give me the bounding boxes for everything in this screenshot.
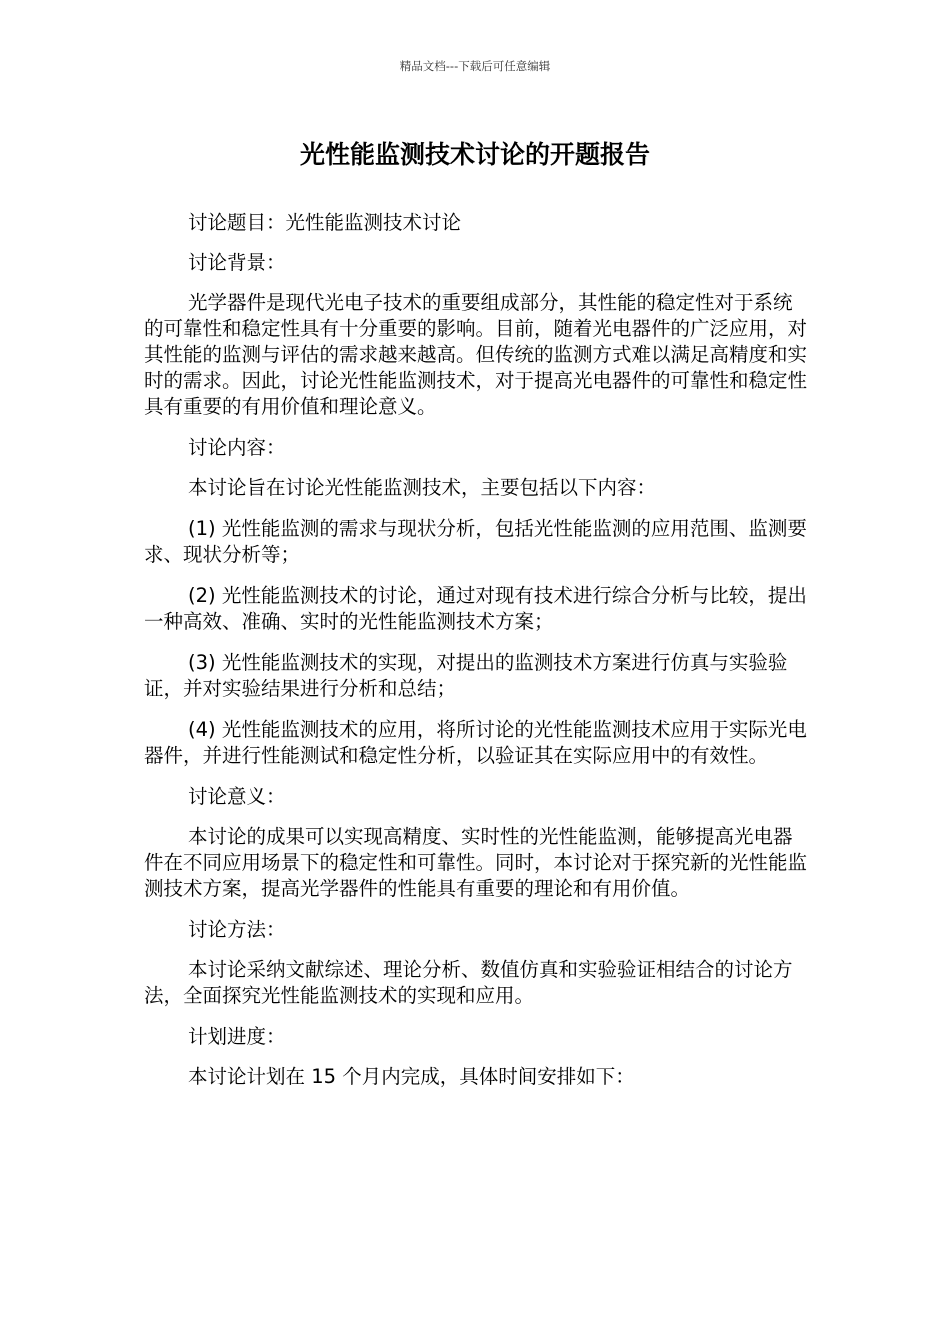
schedule-paragraph: 本讨论计划在 15 个月内完成，具体时间安排如下： — [188, 1065, 635, 1088]
significance-paragraph: 本讨论的成果可以实现高精度、实时性的光性能监测，能够提高光电器件在不同应用场景下的稳定性和可靠性。同时，本讨论对于探究新的光性能监测技术方案，提高光学器件的性能具有重要的理论和有用价值。 — [144, 825, 808, 900]
method-paragraph: 本讨论采纳文献综述、理论分析、数值仿真和实验验证相结合的讨论方法，全面探究光性能监测技术的实现和应用。 — [144, 958, 793, 1007]
method-heading: 讨论方法： — [188, 918, 286, 941]
background-heading: 讨论背景： — [188, 251, 286, 274]
schedule-heading: 计划进度： — [188, 1025, 286, 1048]
document-body — [144, 210, 808, 1105]
content-item-4: (4) 光性能监测技术的应用，将所讨论的光性能监测技术应用于实际光电器件，并进行性能测试和稳定性分析，以验证其在实际应用中的有效性。 — [144, 718, 807, 767]
content-item-1: (1) 光性能监测的需求与现状分析，包括光性能监测的应用范围、监测要求、现状分析等； — [144, 517, 807, 566]
content-item-3: (3) 光性能监测技术的实现，对提出的监测技术方案进行仿真与实验验证，并对实验结果进行分析和总结； — [144, 651, 788, 700]
document-title: 光性能监测技术讨论的开题报告 — [299, 140, 650, 169]
significance-heading: 讨论意义： — [188, 785, 286, 808]
background-paragraph: 光学器件是现代光电子技术的重要组成部分，其性能的稳定性对于系统的可靠性和稳定性具有十分重要的影响。目前，随着光电器件的广泛应用，对其性能的监测与评估的需求越来越高。但传统的监测方式难以满足高精度和实时的需求。因此，讨论光性能监测技术，对于提高光电器件的可靠性和稳定性具有重要的有用价值和理论意义。 — [144, 291, 808, 418]
content-item-2: (2) 光性能监测技术的讨论，通过对现有技术进行综合分析与比较，提出一种高效、准确、实时的光性能监测技术方案； — [144, 584, 807, 633]
header-note: 精品文档---下载后可任意编辑 — [399, 59, 551, 73]
content-heading: 讨论内容： — [188, 436, 286, 459]
topic-line: 讨论题目：光性能监测技术讨论 — [188, 211, 462, 234]
content-intro: 本讨论旨在讨论光性能监测技术，主要包括以下内容： — [188, 476, 657, 499]
